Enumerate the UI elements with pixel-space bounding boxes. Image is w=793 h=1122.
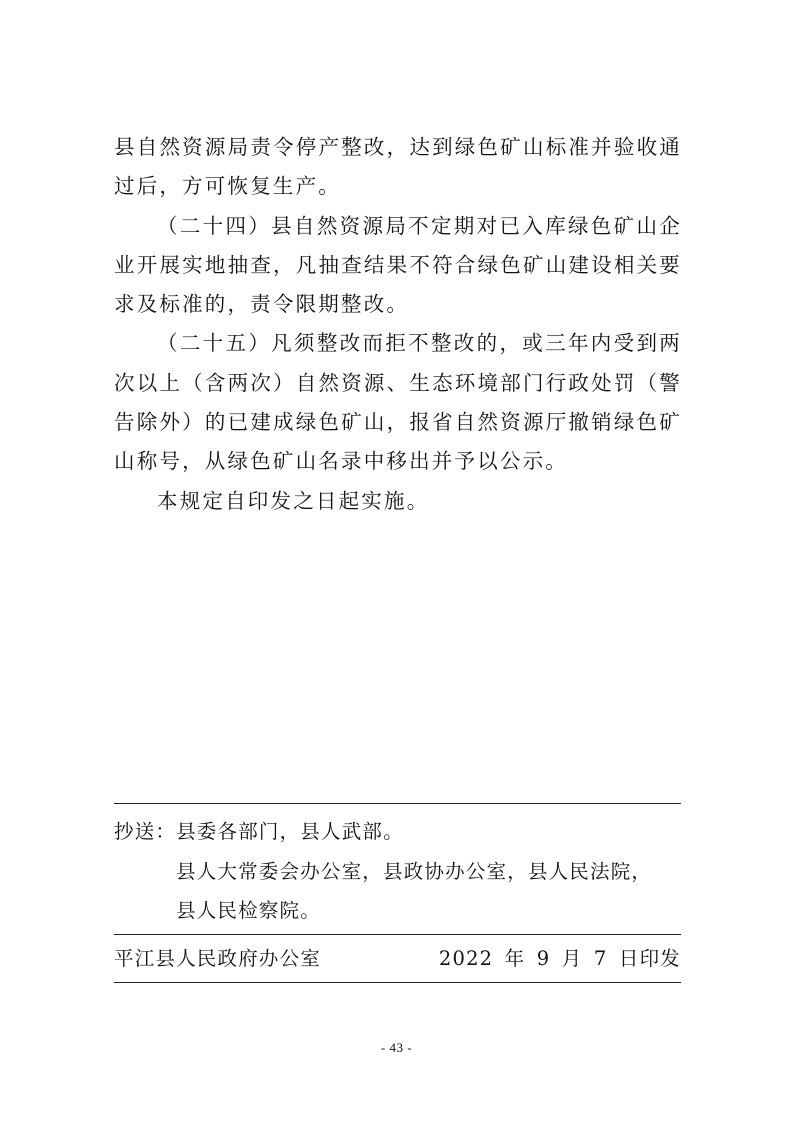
cc-line-3: 县人民检察院。 (176, 899, 321, 922)
cc-block (114, 812, 681, 931)
cc-top-divider (114, 803, 681, 804)
issuance-bottom-divider (114, 982, 681, 983)
cc-line-1: 抄送：县委各部门，县人武部。 (114, 820, 404, 843)
issuance-top-divider (114, 934, 681, 935)
paragraph-item-25: （二十五）凡须整改而拒不整改的，或三年内受到两次以上（含两次）自然资源、生态环境部门行政处罚（警告除外）的已建成绿色矿山，报省自然资源厅撤销绿色矿山称号，从绿色矿山名录中移出并予以公示。 (114, 331, 682, 474)
issuance-row (114, 940, 681, 978)
issuing-office: 平江县人民政府办公室 (114, 947, 322, 970)
body-text (114, 128, 682, 521)
cc-line-2: 县人大常委会办公室，县政协办公室，县人民法院， (176, 859, 653, 883)
page-number: - 43 - (380, 1040, 413, 1055)
paragraph-item-24: （二十四）县自然资源局不定期对已入库绿色矿山企业开展实地抽查，凡抽查结果不符合绿色矿山建设相关要求及标准的，责令限期整改。 (114, 213, 682, 317)
paragraph-continuation: 县自然资源局责令停产整改，达到绿色矿山标准并验收通过后，方可恢复生产。 (114, 135, 682, 199)
issue-date: 2022 年 9 月 7 日印发 (438, 947, 681, 970)
paragraph-effective-date: 本规定自印发之日起实施。 (157, 488, 430, 513)
